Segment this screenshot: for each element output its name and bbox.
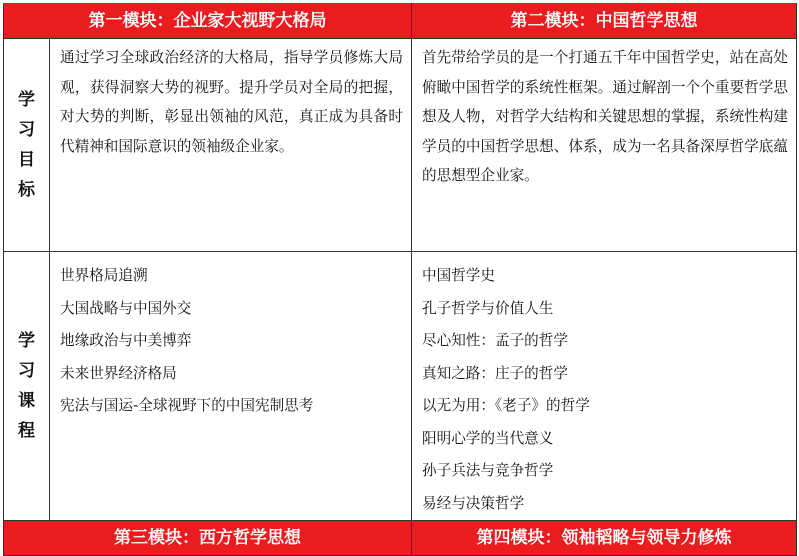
goals-row: [4, 39, 797, 252]
list-item: 地缘政治与中美博弈: [60, 332, 192, 349]
list-item: 世界格局追溯: [60, 267, 148, 284]
list-item: 阳明心学的当代意义: [422, 429, 554, 447]
list-item: 中国哲学史: [422, 267, 495, 284]
list-item: 易经与决策哲学: [422, 494, 525, 512]
list-item: 大国战略与中国外交: [60, 299, 192, 317]
courses-row-label: 学 习 课 程: [4, 252, 50, 521]
module-2-course-list: [412, 252, 796, 520]
module-4-header: 第四模块：领袖韬略与领导力修炼: [412, 521, 797, 556]
goals-row-label: 学 习 目 标: [4, 39, 50, 252]
list-item: 宪法与国运-全球视野下的中国宪制思考: [60, 397, 314, 414]
list-item: 孙子兵法与竞争哲学: [422, 462, 554, 479]
module-2-goals: 首先带给学员的是一个打通五千年中国哲学史，站在高处俯瞰中国哲学的系统性框架。通过解剖一个个重要哲学思想及人物，对哲学大结构和关键思想的掌握，系统性构建学员的中国哲学思想、体系，成为一名具备深厚哲学底蕴的思想型企业家。: [412, 39, 797, 252]
module-1-goals: 通过学习全球政治经济的大格局，指导学员修炼大局观，获得洞察大势的视野。提升学员对全局的把握，对大势的判断，彰显出领袖的风范，真正成为具备时代精神和国际意识的领袖级企业家。: [50, 39, 412, 252]
module-header-row-top: [4, 4, 797, 39]
module-1-header: 第一模块：企业家大视野大格局: [4, 4, 412, 39]
list-item: 未来世界经济格局: [60, 364, 177, 382]
curriculum-table: [3, 3, 797, 556]
module-1-courses: [50, 252, 412, 521]
list-item: 以无为用：《老子》的哲学: [422, 397, 590, 414]
list-item: 孔子哲学与价值人生: [422, 299, 554, 317]
courses-row: [4, 252, 797, 521]
module-2-courses: [412, 252, 797, 521]
module-1-course-list: [50, 252, 411, 423]
list-item: 尽心知性：孟子的哲学: [422, 332, 568, 349]
list-item: 真知之路：庄子的哲学: [422, 364, 568, 382]
module-3-header: 第三模块：西方哲学思想: [4, 521, 412, 556]
module-header-row-bottom: [4, 521, 797, 556]
module-2-header: 第二模块：中国哲学思想: [412, 4, 797, 39]
